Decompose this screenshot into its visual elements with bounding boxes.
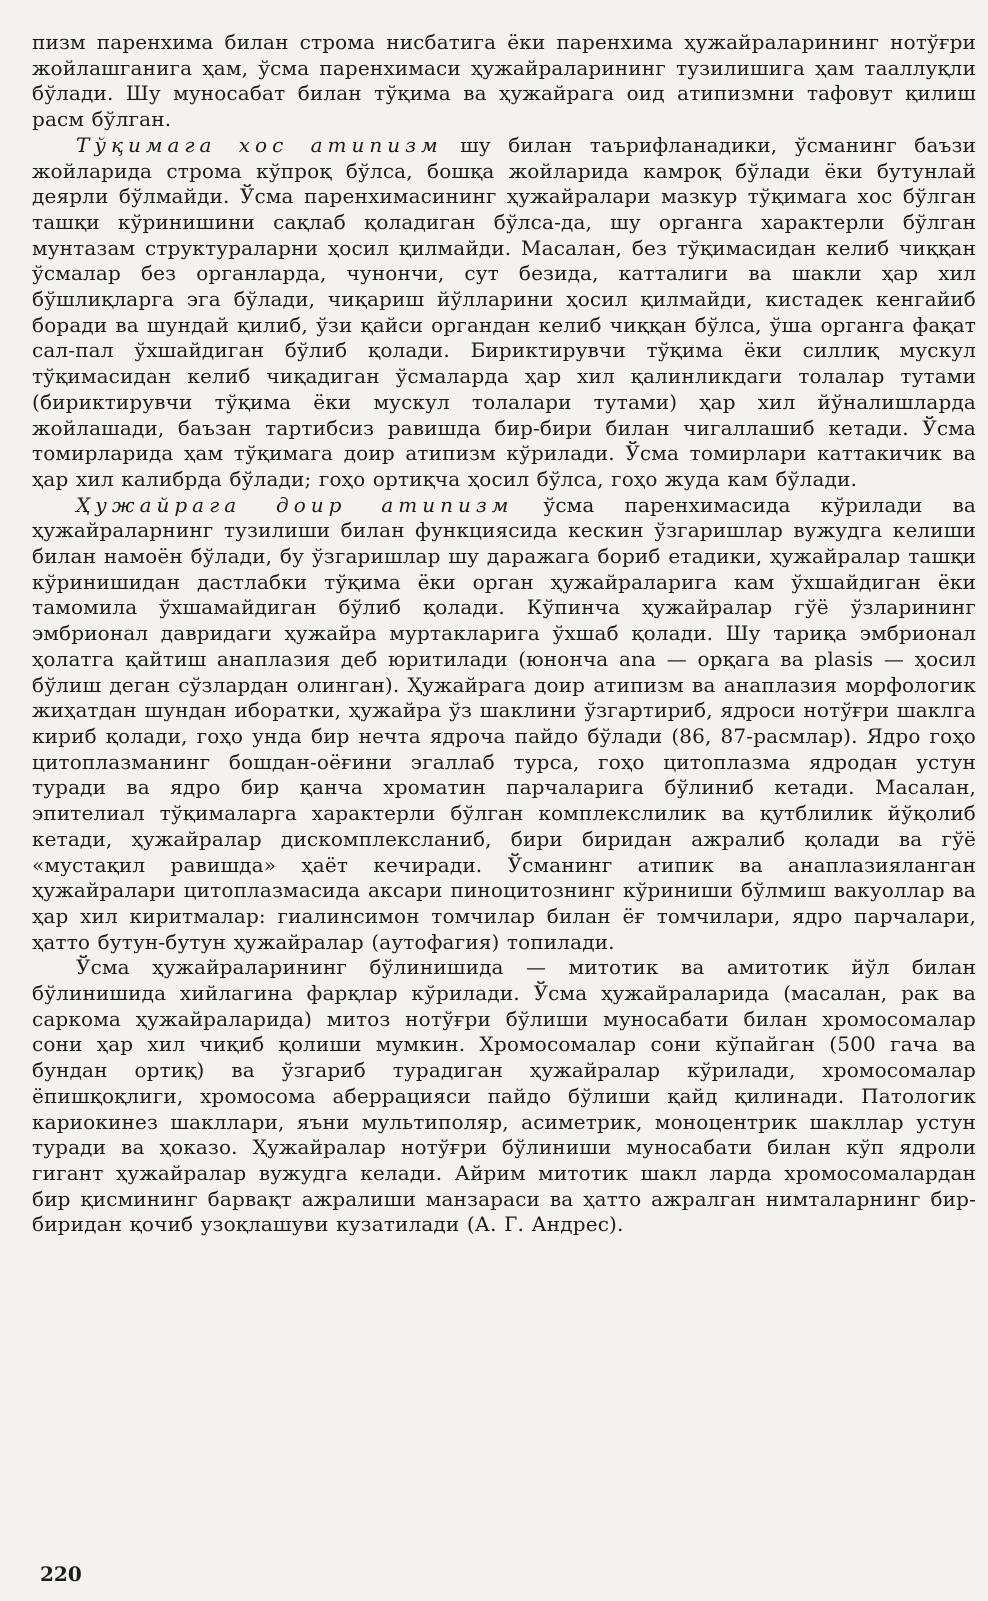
paragraph-cellular-atypism bbox=[32, 493, 976, 956]
paragraph-cellular-atypism-text: ўсма паренхимасида кўрилади ва ҳужайраларнинг тузилиши билан функциясида кескин ўзгаришлар вужудга келиши билан намоён бўлади, бу ўзгаришлар шу даражага бориб етадики, ҳужайралар ташқи кўринишидан дастлабки тўқима ёки орган ҳужайраларига кам ўхшайдиган ёки тамомила ўхшамайдиган бўлиб қолади. Кўпинча ҳужайралар гўё ўзларининг эмбрионал давридаги ҳужайра муртакларига ўхшаб қолади. Шу тариқа эмбрионал ҳолатга қайтиш анаплазия деб юритилади (юнонча ana — орқага ва plasis — ҳосил бўлиш деган сўзлардан олинган). Ҳужайрага доир атипизм ва анаплазия морфологик жиҳатдан шундан иборатки, ҳужайра ўз шаклини ўзгартириб, ядроси нотўғри шаклга кириб қолади, гоҳо унда бир нечта ядроча пайдо бўлади (86, 87-расмлар). Ядро гоҳо цитоплазманинг бошдан-оёғини эгаллаб турса, гоҳо цитоплазма ядродан устун туради ва ядро бир қанча хроматин парчаларига бўлиниб кетади. Масалан, эпителиал тўқималарга характерли бўлган комплекслилик ва қутблилик йўқолиб кетади, ҳужайралар дискомплексланиб, бири биридан ажралиб қолади ва гўё «мустақил равишда» ҳаёт кечиради. Ўсманинг атипик ва анаплазияланган ҳужайралари цитоплазмасида аксари пиноцитознинг кўриниши бўлмиш вакуоллар ва ҳар хил киритмалар: гиалинсимон томчилар билан ёғ томчилари, ядро парчалари, ҳатто бутун-бутун ҳужайралар (аутофагия) топилади. bbox=[32, 492, 976, 954]
paragraph-intro bbox=[32, 30, 976, 133]
term-cellular-atypism: Ҳужайрага доир атипизм bbox=[76, 492, 514, 517]
paragraph-tissue-atypism bbox=[32, 133, 976, 493]
paragraph-cell-division bbox=[32, 955, 976, 1238]
term-tissue-atypism: Тўқимага хос атипизм bbox=[76, 132, 443, 157]
paragraph-cell-division-text: Ўсма ҳужайраларининг бўлинишида — митотик ва амитотик йўл билан бўлинишида хийлагина фарқлар кўрилади. Ўсма ҳужайраларида (масалан, рак ва саркома ҳужайраларида) митоз нотўғри бўлиши муносабати билан хромосомалар сони ҳар хил чиқиб қолиши мумкин. Хромосомалар сони кўпайган (500 гача ва бундан ортиқ) ва ўзгариб турадиган ҳужайралар кўрилади, хромосомалар ёпишқоқлиги, хромосома аберрацияси пайдо бўлиши қайд қилинади. Патологик кариокинез шакллари, яъни мультиполяр, асиметрик, моноцентрик шакллар устун туради ва ҳоказо. Ҳужайралар нотўғри бўлиниши муносабати билан кўп ядроли гигант ҳужайралар вужудга келади. Айрим митотик шакл ларда хромосомалардан бир қисмининг барвақт ажралиши манзараси ва ҳатто ажралган нимталарнинг бир-биридан қочиб узоқлашуви кузатилади (А. Г. Андрес). bbox=[32, 955, 976, 1237]
paragraph-tissue-atypism-text: шу билан таърифланадики, ўсманинг баъзи жойларида строма кўпроқ бўлса, бошқа жойларида камроқ бўлади ёки бутунлай деярли бўлмайди. Ўсма паренхимасининг ҳужайралари мазкур тўқимага хос бўлган ташқи кўринишини сақлаб қоладиган бўлса-да, шу органга характерли бўлган мунтазам структураларни ҳосил қилмайди. Масалан, без тўқимасидан келиб чиққан ўсмалар без органларда, чунончи, сут безида, катталиги ва шакли ҳар хил бўшлиқларга эга бўлади, чиқариш йўлларини ҳосил қилмайди, кистадек кенгайиб боради ва шундай қилиб, ўзи қайси органдан келиб чиққан бўлса, ўша органга фақат сал-пал ўхшайдиган бўлиб қолади. Бириктирувчи тўқима ёки силлиқ мускул тўқимасидан келиб чиқадиган ўсмаларда ҳар хил қалинликдаги толалар тутами (бириктирувчи тўқима ёки мускул толалари тутами) ҳар хил йўналишларда жойлашади, баъзан тартибсиз равишда бир-бири билан чигаллашиб кетади. Ўсма томирларида ҳам тўқимага доир атипизм кўрилади. Ўсма томирлари каттакичик ва ҳар хил калибрда бўлади; гоҳо ортиқча ҳосил бўлса, гоҳо жуда кам бўлади. bbox=[32, 132, 976, 491]
page-number: 220 bbox=[40, 1562, 82, 1586]
paragraph-intro-text: пизм паренхима билан строма нисбатига ёки паренхима ҳужайраларининг нотўғри жойлашганига ҳам, ўсма паренхимаси ҳужайраларининг тузилишига ҳам тааллуқли бўлади. Шу муносабат билан тўқима ва ҳужайрага оид атипизмни тафовут қилиш расм бўлган. bbox=[32, 30, 976, 132]
page-text-block bbox=[32, 30, 976, 1238]
